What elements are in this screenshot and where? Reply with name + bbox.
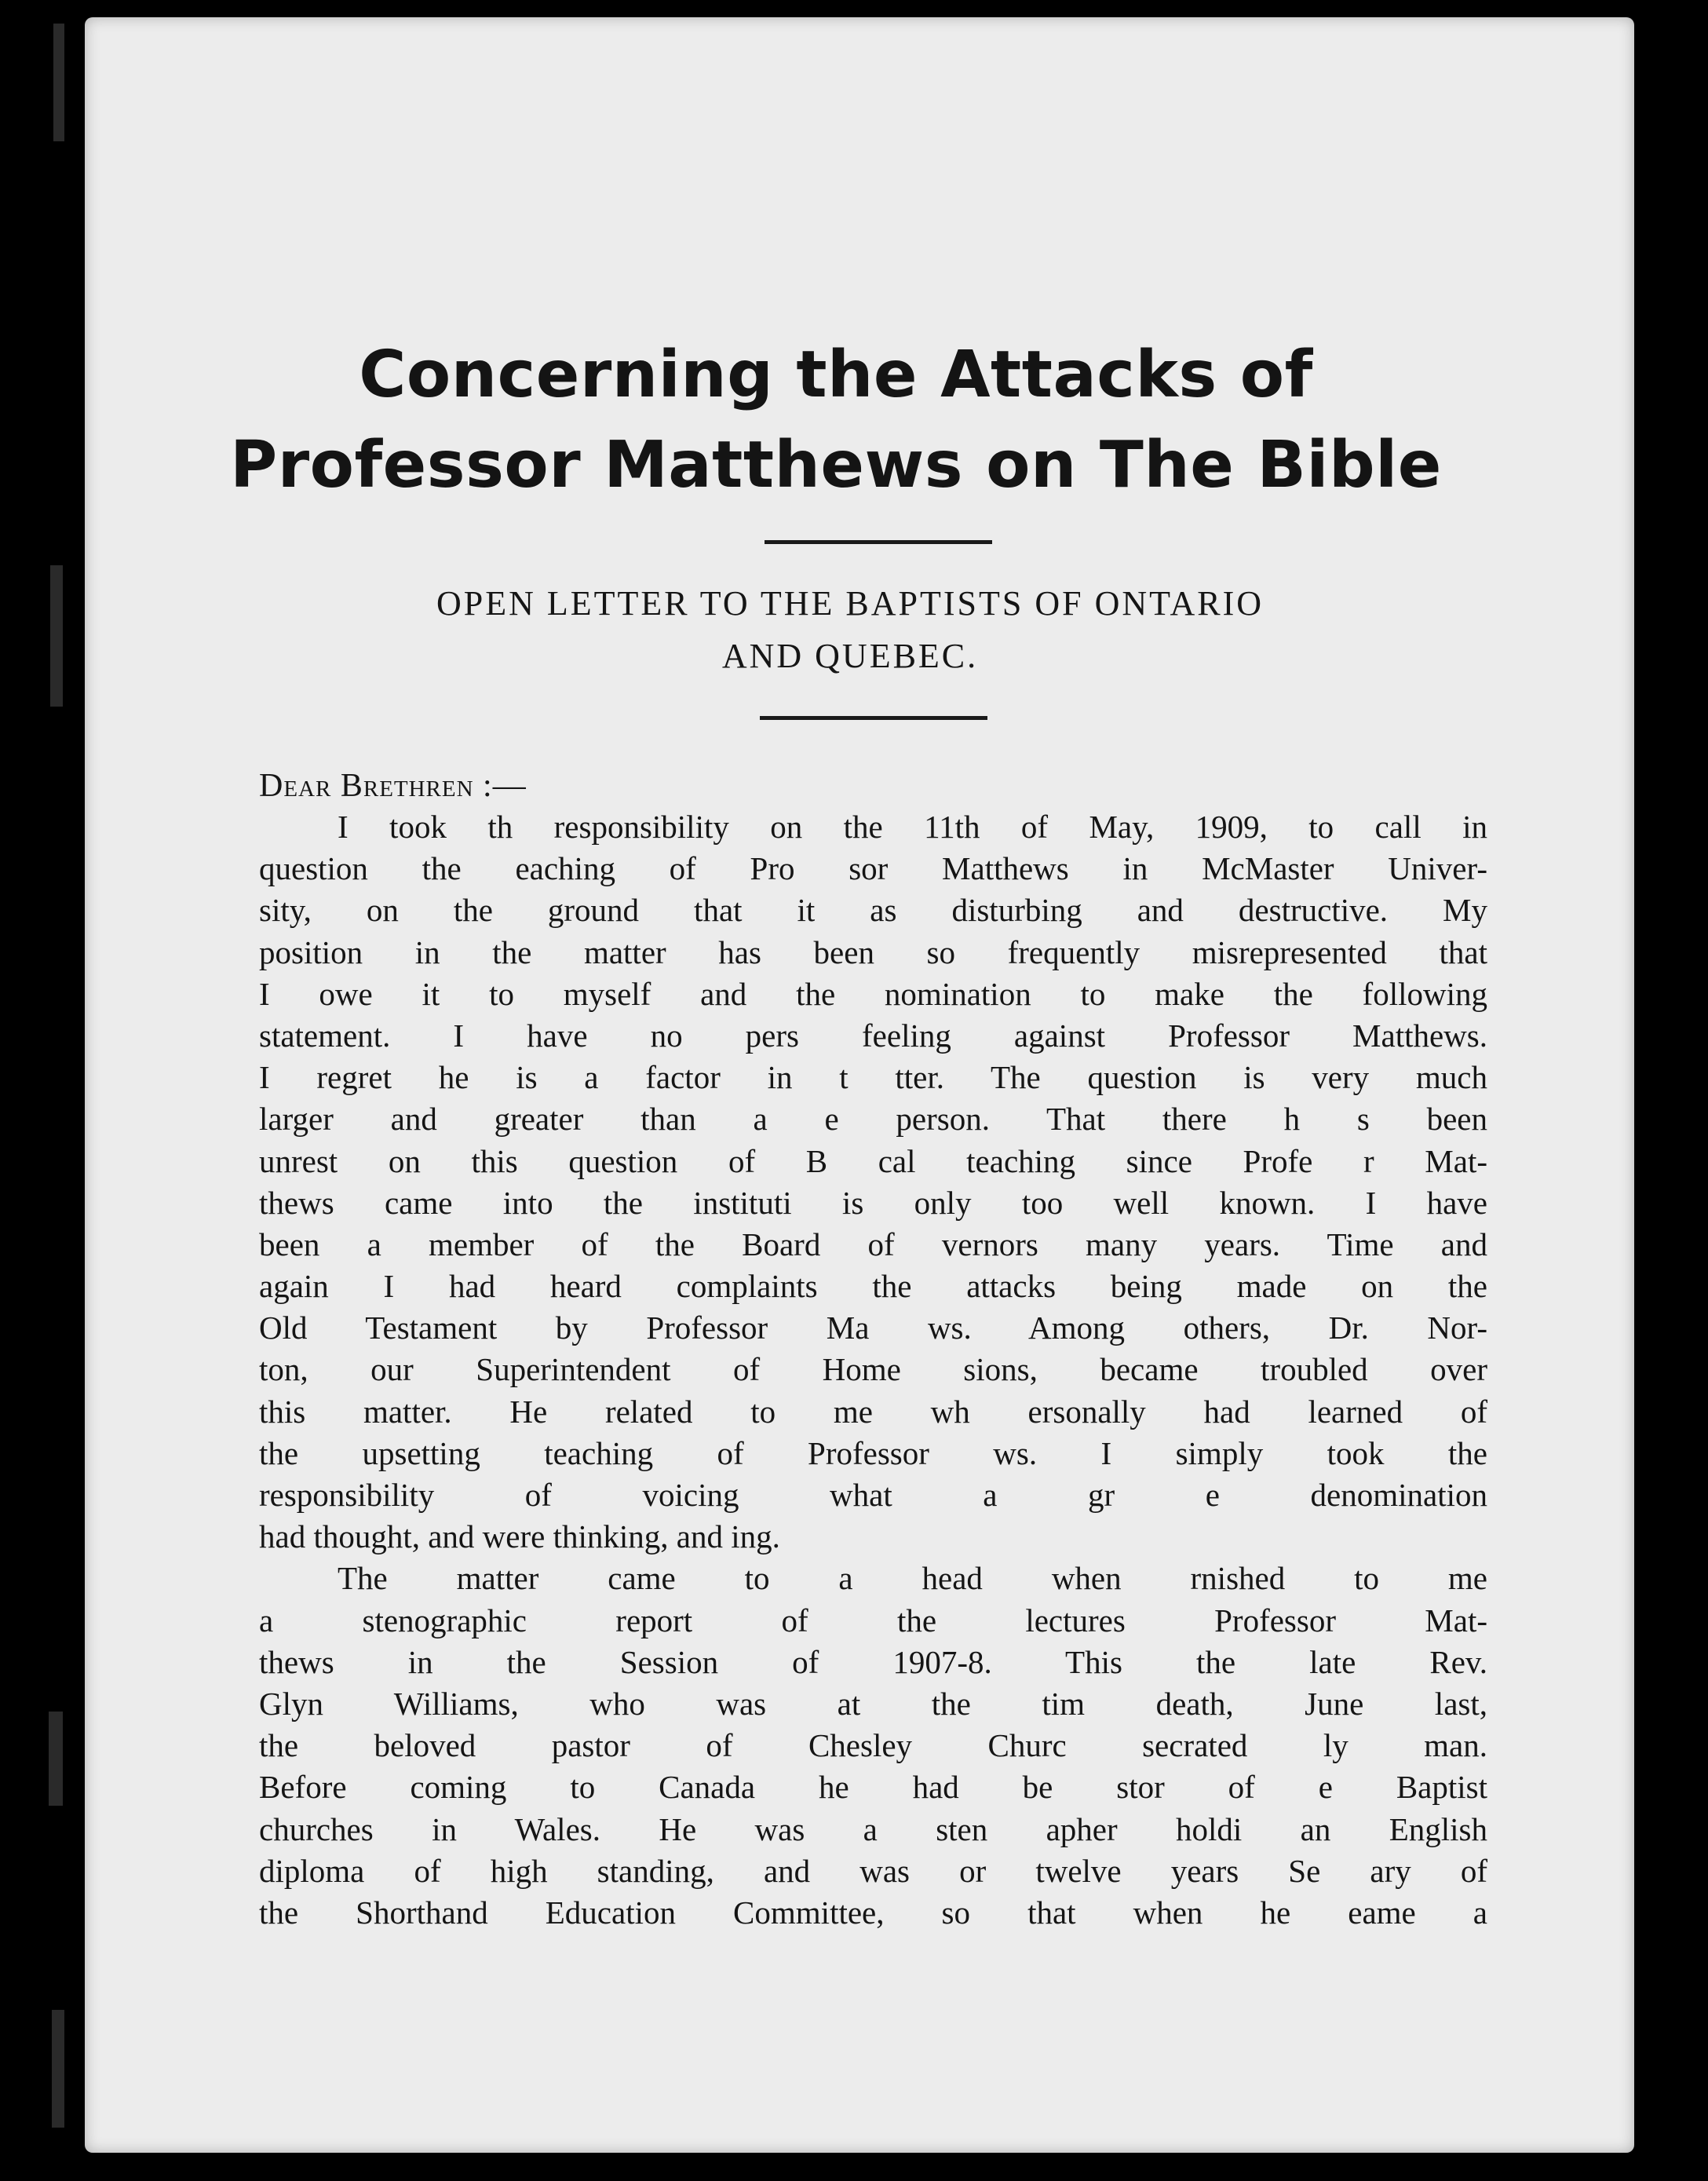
body-line: position in the matter has been so frequently misrepresented that [259,933,1487,970]
body-line: Old Testament by Professor Ma ws. Among others, Dr. Nor- [259,1310,1487,1346]
subtitle-line-2: AND QUEBEC. [721,637,979,675]
body-line: thews came into the instituti is only too well known. I have [259,1184,1487,1221]
title-divider [765,540,992,544]
body-line: a stenographic report of the lectures Professor Mat- [259,1602,1487,1638]
body-line: the Shorthand Education Committee, so that when he eame a [259,1894,1487,1931]
body-line: sity, on the ground that it as disturbing and destructive. My [259,892,1487,929]
body-line: responsibility of voicing what a gr e denomination [259,1477,1487,1513]
subtitle-divider [760,716,987,720]
title-line-1: Concerning the Attacks of [359,338,1313,412]
body-line: I regret he is a factor in t tter. The question is very much [259,1059,1487,1096]
body-line: ton, our Superintendent of Home sions, became troubled over [259,1351,1487,1388]
body-line: the beloved pastor of Chesley Churc secrated ly man. [259,1727,1487,1764]
body-line: Glyn Williams, who was at the tim death, June last, [259,1685,1487,1722]
title-line-2: Professor Matthews on The Bible [230,428,1442,502]
body-line: Before coming to Canada he had be stor of e Baptist [259,1769,1487,1806]
body-line: been a member of the Board of vernors many years. Time and [259,1226,1487,1262]
body-line: I owe it to myself and the nomination to make the following [259,975,1487,1012]
body-line: unrest on this question of B cal teaching since Profe r Mat- [259,1142,1487,1179]
body-line: the upsetting teaching of Professor ws. I simply took the [259,1434,1487,1471]
binding-edge-mid [50,565,63,707]
body-line: diploma of high standing, and was or twelve years Se ary of [259,1852,1487,1889]
binding-edge-low [49,1712,63,1806]
body-line: question the eaching of Pro sor Matthews in McMaster Univer- [259,850,1487,887]
body-line: this matter. He related to me wh ersonally had learned of [259,1393,1487,1430]
body-line: The matter came to a head when rnished to me [338,1560,1487,1597]
body-line: I took th responsibility on the 11th of May, 1909, to call in [338,809,1487,845]
salutation: Dear Brethren :— [259,768,527,804]
letter-body [259,806,1487,1934]
body-line: had thought, and were thinking, and ing. [259,1518,780,1555]
binding-edge-bottom [52,2010,64,2128]
document-page [85,17,1634,2153]
subtitle-line-1: OPEN LETTER TO THE BAPTISTS OF ONTARIO [436,584,1265,623]
body-line: statement. I have no pers feeling against Professor Matthews. [259,1017,1487,1054]
body-line: thews in the Session of 1907-8. This the late Rev. [259,1643,1487,1680]
body-line: churches in Wales. He was a sten apher holdi an English [259,1810,1487,1847]
body-line: again I had heard complaints the attacks being made on the [259,1268,1487,1305]
binding-edge-top [53,24,64,141]
body-line: larger and greater than a e person. That there h s been [259,1101,1487,1138]
